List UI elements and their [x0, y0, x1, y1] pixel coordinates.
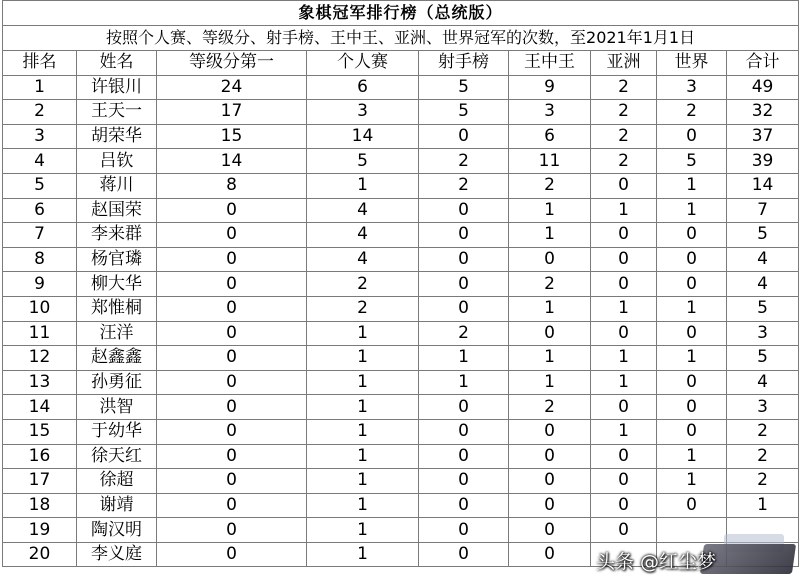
- table-cell: 5: [419, 100, 509, 125]
- table-cell: 2: [727, 444, 799, 469]
- table-cell: 8: [157, 173, 307, 198]
- table-cell: 胡荣华: [77, 124, 157, 149]
- table-cell: 徐天红: [77, 444, 157, 469]
- table-cell: 0: [157, 395, 307, 420]
- table-cell: 0: [419, 296, 509, 321]
- column-header: 个人赛: [307, 51, 419, 76]
- table-cell: 14: [157, 149, 307, 174]
- table-subtitle: 按照个人赛、等级分、射手榜、王中王、亚洲、世界冠军的次数，至2021年1月1日: [3, 26, 799, 51]
- table-cell: 0: [157, 198, 307, 223]
- table-cell: 于幼华: [77, 419, 157, 444]
- table-cell: 1: [307, 493, 419, 518]
- table-cell: 0: [157, 419, 307, 444]
- table-cell: 5: [419, 75, 509, 100]
- table-cell: 0: [509, 321, 591, 346]
- table-cell: 0: [509, 419, 591, 444]
- table-cell: 0: [157, 542, 307, 567]
- column-header: 排名: [3, 51, 77, 76]
- table-row: [3, 469, 799, 494]
- table-cell: 3: [727, 321, 799, 346]
- table-cell: 0: [591, 321, 657, 346]
- table-cell: 6: [3, 198, 77, 223]
- table-cell: 0: [657, 321, 727, 346]
- table-cell: 孙勇征: [77, 370, 157, 395]
- table-cell: 0: [157, 469, 307, 494]
- table-cell: 0: [591, 395, 657, 420]
- table-cell: 16: [3, 444, 77, 469]
- table-row: [3, 296, 799, 321]
- table-cell: 0: [419, 395, 509, 420]
- column-header: 等级分第一: [157, 51, 307, 76]
- table-cell: 0: [657, 395, 727, 420]
- table-cell: 0: [591, 223, 657, 248]
- table-row: [3, 124, 799, 149]
- table-cell: 5: [727, 296, 799, 321]
- table-cell: 2: [591, 124, 657, 149]
- ranking-table: [2, 0, 799, 567]
- table-cell: 0: [419, 469, 509, 494]
- table-cell: 13: [3, 370, 77, 395]
- table-cell: 李来群: [77, 223, 157, 248]
- table-cell: 柳大华: [77, 272, 157, 297]
- table-cell: 2: [657, 100, 727, 125]
- table-row: [3, 493, 799, 518]
- table-cell: 1: [657, 444, 727, 469]
- table-cell: 32: [727, 100, 799, 125]
- table-cell: 王天一: [77, 100, 157, 125]
- table-row: [3, 100, 799, 125]
- table-cell: 4: [727, 272, 799, 297]
- table-cell: 0: [157, 444, 307, 469]
- table-cell: 17: [3, 469, 77, 494]
- table-cell: 2: [727, 419, 799, 444]
- table-cell: 0: [591, 444, 657, 469]
- table-row: [3, 518, 799, 543]
- table-cell: 1: [509, 223, 591, 248]
- table-cell: 2: [419, 149, 509, 174]
- table-cell: 0: [591, 493, 657, 518]
- table-cell: 11: [509, 149, 591, 174]
- table-cell: 4: [307, 198, 419, 223]
- table-cell: 11: [3, 321, 77, 346]
- table-cell: 1: [657, 469, 727, 494]
- table-cell: 0: [509, 247, 591, 272]
- table-cell: 2: [509, 173, 591, 198]
- table-cell: 0: [419, 124, 509, 149]
- table-row: [3, 444, 799, 469]
- table-cell: 4: [307, 247, 419, 272]
- table-row: [3, 419, 799, 444]
- table-cell: 0: [591, 173, 657, 198]
- table-cell: 18: [3, 493, 77, 518]
- table-cell: 0: [591, 518, 657, 543]
- column-header: 合计: [727, 51, 799, 76]
- table-cell: 6: [307, 75, 419, 100]
- table-cell: 4: [727, 247, 799, 272]
- table-cell: 1: [307, 419, 419, 444]
- table-cell: 2: [3, 100, 77, 125]
- table-cell: 0: [509, 542, 591, 567]
- header-row: [3, 51, 799, 76]
- table-cell: 37: [727, 124, 799, 149]
- table-cell: 赵鑫鑫: [77, 346, 157, 371]
- table-cell: 陶汉明: [77, 518, 157, 543]
- table-cell: 3: [307, 100, 419, 125]
- table-cell: 9: [509, 75, 591, 100]
- table-cell: 0: [419, 272, 509, 297]
- table-cell: 4: [3, 149, 77, 174]
- table-cell: 12: [3, 346, 77, 371]
- table-cell: 49: [727, 75, 799, 100]
- table-cell: 2: [591, 100, 657, 125]
- table-cell: 17: [157, 100, 307, 125]
- table-cell: 2: [419, 173, 509, 198]
- table-cell: 1: [307, 444, 419, 469]
- table-cell: 2: [509, 272, 591, 297]
- table-cell: 3: [3, 124, 77, 149]
- table-cell: 1: [591, 296, 657, 321]
- column-header: 射手榜: [419, 51, 509, 76]
- table-cell: 1: [657, 296, 727, 321]
- table-cell: 1: [509, 370, 591, 395]
- table-cell: 1: [727, 493, 799, 518]
- table-cell: 1: [591, 346, 657, 371]
- watermark-text: 头条 @红尘梦: [596, 551, 717, 573]
- table-cell: 吕钦: [77, 149, 157, 174]
- table-row: [3, 321, 799, 346]
- table-cell: 许银川: [77, 75, 157, 100]
- table-cell: 汪洋: [77, 321, 157, 346]
- table-cell: 5: [727, 346, 799, 371]
- table-cell: 9: [3, 272, 77, 297]
- table-cell: 0: [157, 272, 307, 297]
- table-cell: 0: [157, 223, 307, 248]
- table-cell: 0: [591, 247, 657, 272]
- table-cell: 1: [509, 198, 591, 223]
- column-header: 亚洲: [591, 51, 657, 76]
- table-row: [3, 272, 799, 297]
- table-cell: 徐超: [77, 469, 157, 494]
- table-cell: 4: [307, 223, 419, 248]
- table-row: [3, 370, 799, 395]
- table-cell: 1: [307, 370, 419, 395]
- table-cell: 1: [419, 346, 509, 371]
- table-cell: 1: [307, 469, 419, 494]
- table-cell: 14: [307, 124, 419, 149]
- table-cell: 0: [657, 493, 727, 518]
- table-cell: 0: [419, 542, 509, 567]
- table-cell: 24: [157, 75, 307, 100]
- table-cell: 0: [419, 444, 509, 469]
- table-cell: 0: [419, 518, 509, 543]
- table-cell: 1: [657, 346, 727, 371]
- table-cell: 1: [509, 346, 591, 371]
- table-cell: 0: [509, 518, 591, 543]
- column-header: 世界: [657, 51, 727, 76]
- table-cell: 洪智: [77, 395, 157, 420]
- table-row: [3, 198, 799, 223]
- table-cell: 1: [307, 346, 419, 371]
- table-cell: 1: [657, 198, 727, 223]
- table-cell: 0: [419, 419, 509, 444]
- table-cell: 7: [3, 223, 77, 248]
- table-row: [3, 223, 799, 248]
- table-cell: 2: [591, 149, 657, 174]
- table-cell: 1: [591, 419, 657, 444]
- table-cell: 0: [419, 223, 509, 248]
- table-row: [3, 149, 799, 174]
- table-cell: 0: [157, 346, 307, 371]
- table-row: [3, 75, 799, 100]
- table-cell: 0: [157, 321, 307, 346]
- table-row: [3, 395, 799, 420]
- table-cell: 3: [727, 395, 799, 420]
- table-cell: 1: [419, 370, 509, 395]
- table-cell: 1: [509, 296, 591, 321]
- table-cell: 1: [3, 75, 77, 100]
- table-cell: 0: [657, 124, 727, 149]
- table-cell: 1: [307, 173, 419, 198]
- table-row: [3, 247, 799, 272]
- table-cell: 0: [157, 296, 307, 321]
- table-cell: 0: [157, 247, 307, 272]
- table-cell: 2: [509, 395, 591, 420]
- table-cell: 1: [307, 542, 419, 567]
- table-cell: 4: [727, 370, 799, 395]
- table-cell: 5: [307, 149, 419, 174]
- table-cell: 1: [657, 173, 727, 198]
- table-cell: 2: [419, 321, 509, 346]
- table-cell: 14: [3, 395, 77, 420]
- table-row: [3, 346, 799, 371]
- table-cell: 0: [509, 444, 591, 469]
- table-cell: 1: [307, 321, 419, 346]
- table-cell: 19: [3, 518, 77, 543]
- table-cell: 1: [307, 518, 419, 543]
- table-cell: 5: [657, 149, 727, 174]
- table-cell: 赵国荣: [77, 198, 157, 223]
- table-cell: 0: [509, 493, 591, 518]
- table-cell: 39: [727, 149, 799, 174]
- table-cell: 0: [157, 370, 307, 395]
- table-cell: 5: [727, 223, 799, 248]
- table-cell: 0: [157, 518, 307, 543]
- table-cell: 10: [3, 296, 77, 321]
- table-cell: 0: [657, 223, 727, 248]
- table-cell: 15: [3, 419, 77, 444]
- table-row: [3, 173, 799, 198]
- table-cell: 0: [157, 493, 307, 518]
- table-cell: 3: [657, 75, 727, 100]
- table-cell: 0: [657, 247, 727, 272]
- table-cell: 0: [657, 272, 727, 297]
- table-cell: 2: [591, 75, 657, 100]
- column-header: 姓名: [77, 51, 157, 76]
- table-cell: 20: [3, 542, 77, 567]
- table-title: 象棋冠军排行榜（总统版）: [3, 1, 799, 26]
- table-cell: 6: [509, 124, 591, 149]
- table-cell: 1: [591, 370, 657, 395]
- table-cell: 3: [509, 100, 591, 125]
- table-cell: 1: [307, 395, 419, 420]
- table-cell: 0: [419, 247, 509, 272]
- table-cell: 蒋川: [77, 173, 157, 198]
- table-cell: 2: [727, 469, 799, 494]
- table-cell: 15: [157, 124, 307, 149]
- table-cell: 0: [419, 198, 509, 223]
- table-cell: 0: [591, 469, 657, 494]
- table-cell: 李义庭: [77, 542, 157, 567]
- table-cell: 谢靖: [77, 493, 157, 518]
- table-cell: [657, 518, 727, 543]
- table-cell: 0: [509, 469, 591, 494]
- table-cell: 0: [657, 419, 727, 444]
- table-cell: 5: [3, 173, 77, 198]
- table-cell: 8: [3, 247, 77, 272]
- table-cell: 2: [307, 296, 419, 321]
- table-cell: 1: [591, 198, 657, 223]
- table-cell: 0: [419, 493, 509, 518]
- table-cell: 7: [727, 198, 799, 223]
- table-cell: 14: [727, 173, 799, 198]
- table-cell: 杨官璘: [77, 247, 157, 272]
- table-cell: 0: [657, 370, 727, 395]
- column-header: 王中王: [509, 51, 591, 76]
- table-cell: 0: [591, 272, 657, 297]
- table-cell: 2: [307, 272, 419, 297]
- table-cell: 郑惟桐: [77, 296, 157, 321]
